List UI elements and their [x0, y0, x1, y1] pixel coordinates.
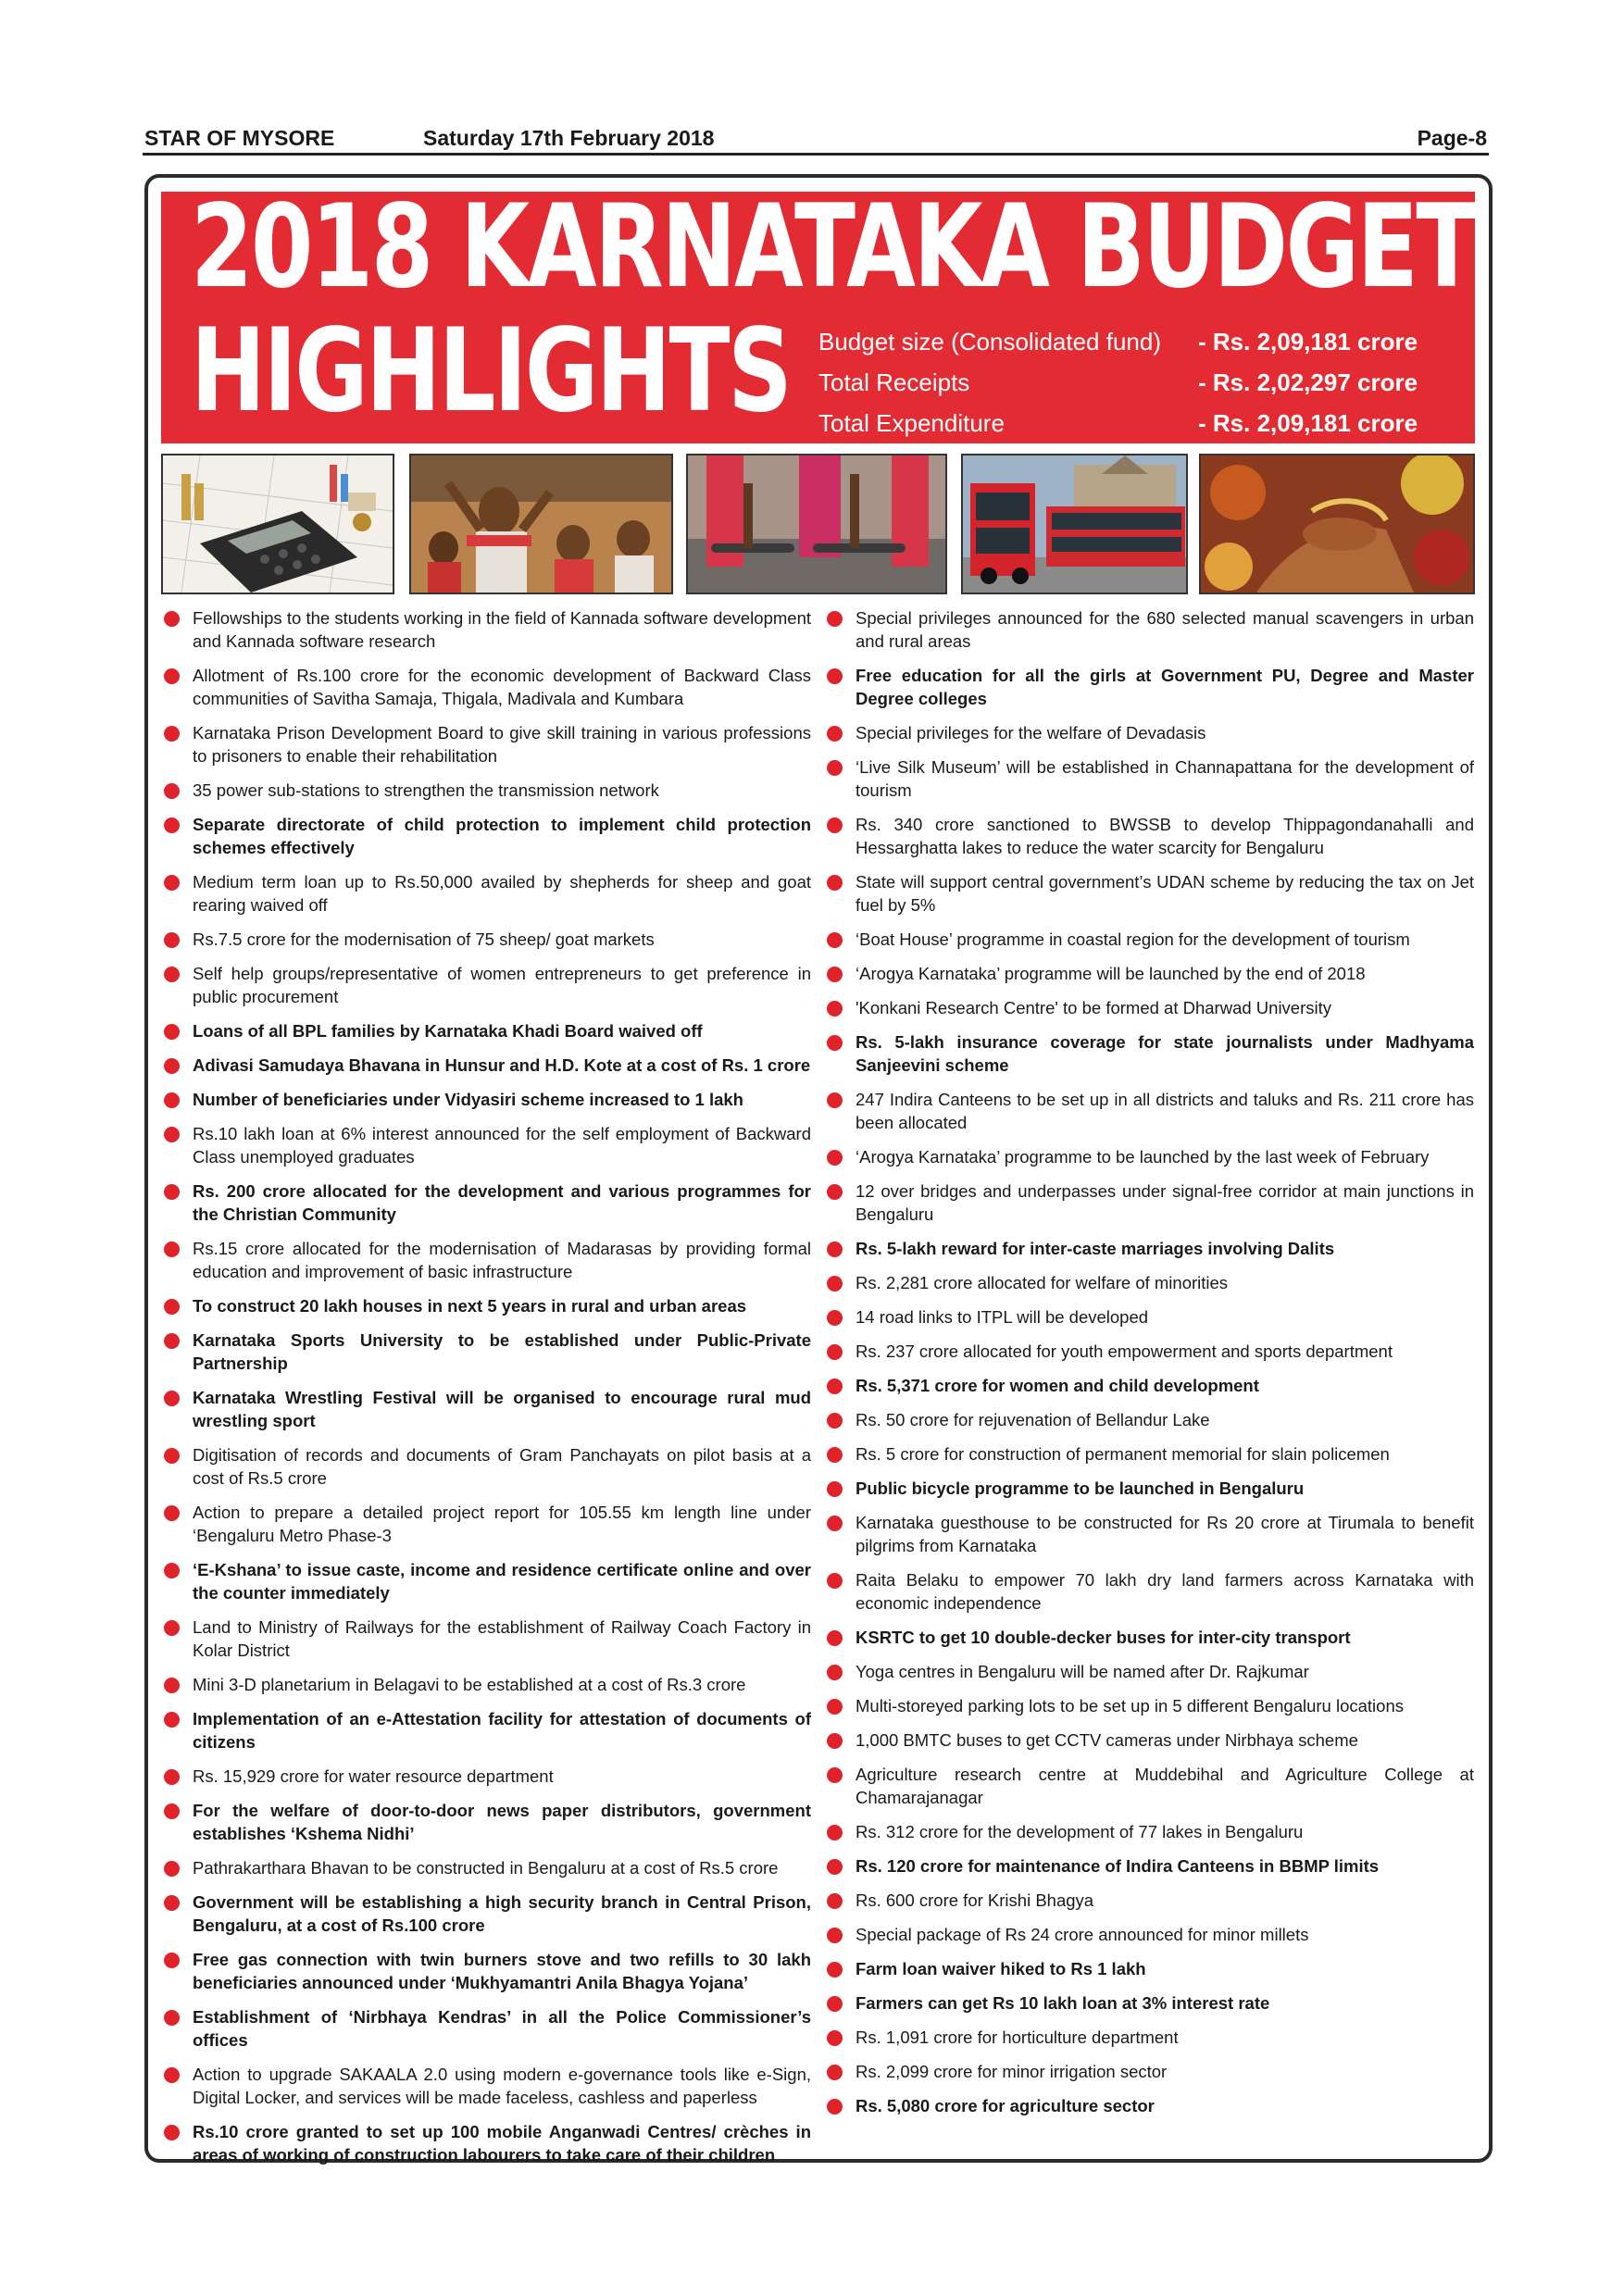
- highlight-item: [161, 1329, 811, 1375]
- highlight-item: [824, 996, 1474, 1019]
- highlight-item: [824, 1374, 1474, 1397]
- buses-photo: [961, 454, 1188, 594]
- highlight-item: [824, 2060, 1474, 2083]
- highlights-right-column: [824, 606, 1474, 2128]
- photo-strip: [161, 454, 1475, 594]
- newspaper-name: STAR OF MYSORE: [144, 126, 335, 150]
- highlight-text: Farmers can get Rs 10 lakh loan at 3% interest rate: [856, 1993, 1270, 2013]
- highlight-item: [824, 755, 1474, 802]
- bullet-icon: [827, 1928, 843, 1943]
- highlight-text: State will support central government’s UDAN scheme by reducing the tax on Jet fuel by 5%: [856, 872, 1474, 915]
- bullet-icon: [827, 1310, 843, 1326]
- bullet-icon: [827, 2030, 843, 2046]
- bullet-icon: [164, 2125, 180, 2140]
- highlight-item: [824, 1660, 1474, 1683]
- bullet-icon: [164, 726, 180, 742]
- highlight-item: [161, 721, 811, 767]
- highlight-item: [161, 1443, 811, 1490]
- bullet-icon: [827, 2099, 843, 2115]
- highlight-text: Rs.7.5 crore for the modernisation of 75 sheep/ goat markets: [193, 930, 655, 949]
- highlight-item: [161, 1237, 811, 1283]
- highlight-text: Public bicycle programme to be launched in Bengaluru: [856, 1479, 1305, 1498]
- bullet-icon: [164, 1678, 180, 1693]
- bullet-icon: [164, 1620, 180, 1636]
- highlight-item: [824, 1763, 1474, 1809]
- stat-label: Total Expenditure: [818, 409, 1005, 437]
- highlight-text: Establishment of ‘Nirbhaya Kendras’ in all the Police Commissioner’s offices: [193, 2007, 811, 2050]
- highlight-item: [161, 1616, 811, 1662]
- highlight-text: Rs. 340 crore sanctioned to BWSSB to develop Thippagondanahalli and Hessarghatta lakes to reduce the water scarcity for Bengaluru: [856, 815, 1474, 857]
- highlight-item: [824, 2094, 1474, 2117]
- bullet-icon: [827, 1242, 843, 1257]
- bullet-icon: [164, 668, 180, 684]
- bullet-icon: [827, 726, 843, 742]
- bullet-icon: [164, 1953, 180, 1968]
- highlight-item: [824, 721, 1474, 744]
- bullet-icon: [827, 932, 843, 948]
- bullet-icon: [164, 2010, 180, 2026]
- highlight-item: [161, 1386, 811, 1432]
- bullet-icon: [827, 1893, 843, 1909]
- highlight-text: Rs. 2,281 crore allocated for welfare of minorities: [856, 1273, 1229, 1292]
- highlight-item: [161, 1019, 811, 1042]
- bullet-icon: [164, 1242, 180, 1257]
- page-number: Page-8: [1417, 126, 1487, 150]
- calculator-photo: [161, 454, 394, 594]
- bullet-icon: [164, 1333, 180, 1349]
- highlight-text: 'Konkani Research Centre' to be formed at Dharwad University: [856, 998, 1331, 1017]
- highlight-item: [161, 1294, 811, 1317]
- highlight-item: [161, 1890, 811, 1937]
- highlight-text: 12 over bridges and underpasses under signal-free corridor at main junctions in Bengaluru: [856, 1181, 1474, 1224]
- highlight-item: [824, 1923, 1474, 1946]
- bullet-icon: [164, 1184, 180, 1200]
- stat-value: - Rs. 2,02,297 crore: [1198, 368, 1418, 396]
- stat-row: [818, 403, 1448, 443]
- highlight-item: [824, 1854, 1474, 1878]
- highlight-item: [824, 1477, 1474, 1500]
- headline-banner: [161, 192, 1475, 443]
- highlight-text: Special privileges for the welfare of Devadasis: [856, 723, 1206, 742]
- budget-stats: [818, 321, 1448, 443]
- highlight-text: Special package of Rs 24 crore announced for minor millets: [856, 1925, 1309, 1944]
- highlight-item: [824, 1820, 1474, 1843]
- highlight-text: Rs. 600 crore for Krishi Bhagya: [856, 1890, 1094, 1910]
- highlight-item: [161, 1054, 811, 1077]
- bullet-icon: [827, 1573, 843, 1589]
- highlight-item: [824, 1626, 1474, 1649]
- highlight-text: KSRTC to get 10 double-decker buses for inter-city transport: [856, 1628, 1351, 1647]
- bullet-icon: [164, 932, 180, 948]
- highlight-item: [161, 1088, 811, 1111]
- highlight-text: Rs. 200 crore allocated for the development and various programmes for the Christian Community: [193, 1181, 811, 1224]
- bullet-icon: [827, 1481, 843, 1497]
- highlight-text: To construct 20 lakh houses in next 5 years in rural and urban areas: [193, 1296, 747, 1316]
- headline-subtitle: HIGHLIGHTS: [191, 305, 791, 438]
- bullet-icon: [827, 1516, 843, 1531]
- bullet-icon: [827, 875, 843, 891]
- highlight-text: Action to prepare a detailed project report for 105.55 km length line under ‘Bengaluru Metro Phase-3: [193, 1503, 811, 1545]
- highlight-item: [824, 1568, 1474, 1615]
- highlight-text: Rs.10 lakh loan at 6% interest announced for the self employment of Backward Class unemployed graduates: [193, 1124, 811, 1167]
- bullet-icon: [164, 1092, 180, 1108]
- highlight-item: [824, 1991, 1474, 2015]
- highlight-text: Allotment of Rs.100 crore for the economic development of Backward Class communities of Savitha Samaja, Thigala, Madivala and Kumbara: [193, 666, 811, 708]
- bullet-icon: [827, 1630, 843, 1646]
- highlight-item: [161, 1948, 811, 1994]
- highlight-text: Karnataka guesthouse to be constructed for Rs 20 crore at Tirumala to benefit pilgrims from Karnataka: [856, 1513, 1474, 1555]
- highlight-item: [824, 2026, 1474, 2049]
- bullet-icon: [827, 1962, 843, 1978]
- highlight-item: [161, 2120, 811, 2166]
- highlight-item: [161, 1765, 811, 1788]
- highlight-text: Government will be establishing a high security branch in Central Prison, Bengaluru, at a cost of Rs.100 crore: [193, 1892, 811, 1935]
- highlight-text: Pathrakarthara Bhavan to be constructed in Bengaluru at a cost of Rs.5 crore: [193, 1858, 779, 1878]
- highlight-item: [824, 1145, 1474, 1168]
- highlight-text: For the welfare of door-to-door news paper distributors, government establishes ‘Kshema Nidhi’: [193, 1801, 811, 1843]
- highlight-item: [824, 1030, 1474, 1077]
- bullet-icon: [164, 1299, 180, 1315]
- bullet-icon: [164, 1505, 180, 1521]
- highlight-item: [824, 1511, 1474, 1557]
- students-photo: [409, 454, 673, 594]
- highlight-item: [824, 1179, 1474, 1226]
- bullet-icon: [164, 1803, 180, 1819]
- bullet-icon: [827, 1184, 843, 1200]
- highlight-text: Rs. 1,091 crore for horticulture department: [856, 2028, 1179, 2047]
- highlight-item: [824, 1957, 1474, 1980]
- highlight-text: Agriculture research centre at Muddebihal and Agriculture College at Chamarajanagar: [856, 1765, 1474, 1807]
- highlight-text: 1,000 BMTC buses to get CCTV cameras under Nirbhaya scheme: [856, 1730, 1358, 1750]
- wedding-photo: [1199, 454, 1475, 594]
- highlight-text: Karnataka Wrestling Festival will be organised to encourage rural mud wrestling sport: [193, 1388, 811, 1430]
- stat-row: [818, 362, 1448, 403]
- highlight-item: [161, 2063, 811, 2109]
- highlight-item: [161, 870, 811, 917]
- highlight-text: Digitisation of records and documents of Gram Panchayats on pilot basis at a cost of Rs.5 crore: [193, 1445, 811, 1488]
- highlight-item: [824, 1728, 1474, 1752]
- bullet-icon: [827, 1447, 843, 1463]
- highlight-text: Land to Ministry of Railways for the establishment of Railway Coach Factory in Kolar District: [193, 1617, 811, 1660]
- highlight-text: Action to upgrade SAKAALA 2.0 using modern e-governance tools like e-Sign, Digital Locker, and services will be made faceless, cashless and paperless: [193, 2065, 811, 2107]
- bullet-icon: [827, 1996, 843, 2012]
- highlight-text: Rs. 5-lakh reward for inter-caste marriages involving Dalits: [856, 1239, 1335, 1258]
- highlight-item: [824, 928, 1474, 951]
- stat-row: [818, 321, 1448, 362]
- bullet-icon: [164, 1861, 180, 1877]
- stat-value: - Rs. 2,09,181 crore: [1198, 409, 1418, 437]
- highlight-item: [161, 1799, 811, 1845]
- highlight-text: Separate directorate of child protection to implement child protection schemes effectively: [193, 815, 811, 857]
- highlight-text: Rs. 237 crore allocated for youth empowerment and sports department: [856, 1341, 1393, 1361]
- highlight-item: [161, 1856, 811, 1879]
- highlight-item: [161, 1673, 811, 1696]
- highlight-text: Self help groups/representative of women entrepreneurs to get preference in public procurement: [193, 964, 811, 1006]
- highlight-item: [161, 2005, 811, 2052]
- bullet-icon: [827, 760, 843, 776]
- stat-label: Budget size (Consolidated fund): [818, 328, 1162, 356]
- bullet-icon: [164, 1895, 180, 1911]
- highlight-item: [161, 1707, 811, 1753]
- bullet-icon: [827, 1344, 843, 1360]
- highlight-text: ‘E-Kshana’ to issue caste, income and residence certificate online and over the counter immediately: [193, 1560, 811, 1603]
- highlight-text: Rs. 5,080 crore for agriculture sector: [856, 2096, 1155, 2115]
- highlight-item: [824, 1088, 1474, 1134]
- highlight-text: Yoga centres in Bengaluru will be named after Dr. Rajkumar: [856, 1662, 1309, 1681]
- bullet-icon: [164, 1448, 180, 1464]
- highlights-left-column: [161, 606, 811, 2177]
- highlight-item: [824, 1694, 1474, 1717]
- highlight-text: Rs. 2,099 crore for minor irrigation sector: [856, 2062, 1168, 2081]
- highlight-text: Number of beneficiaries under Vidyasiri scheme increased to 1 lakh: [193, 1090, 743, 1109]
- bullet-icon: [827, 1665, 843, 1680]
- bullet-icon: [827, 1035, 843, 1051]
- bullet-icon: [827, 1001, 843, 1017]
- bullet-icon: [827, 1379, 843, 1394]
- highlight-text: ‘Arogya Karnataka’ programme will be launched by the end of 2018: [856, 964, 1366, 983]
- bullet-icon: [164, 875, 180, 891]
- bullet-icon: [827, 1699, 843, 1715]
- highlight-text: Free gas connection with twin burners stove and two refills to 30 lakh beneficiaries announced under ‘Mukhyamantri Anila Bhagya Yojana’: [193, 1950, 811, 1992]
- highlight-text: 247 Indira Canteens to be set up in all districts and taluks and Rs. 211 crore has been allocated: [856, 1090, 1474, 1132]
- highlight-text: Fellowships to the students working in the field of Kannada software development and Kannada software research: [193, 608, 811, 651]
- highlight-text: Mini 3-D planetarium in Belagavi to be established at a cost of Rs.3 crore: [193, 1675, 746, 1694]
- highlight-text: Rs. 312 crore for the development of 77 lakes in Bengaluru: [856, 1822, 1304, 1841]
- highlight-item: [824, 813, 1474, 859]
- highlight-text: Rs. 50 crore for rejuvenation of Bellandur Lake: [856, 1410, 1210, 1429]
- highlight-text: Rs.10 crore granted to set up 100 mobile Anganwadi Centres/ crèches in areas of working of construction labourers to take care of their children: [193, 2122, 811, 2165]
- highlight-item: [161, 779, 811, 802]
- bullet-icon: [827, 668, 843, 684]
- bullet-icon: [827, 1092, 843, 1108]
- bullet-icon: [827, 1825, 843, 1841]
- highlight-text: Multi-storeyed parking lots to be set up in 5 different Bengaluru locations: [856, 1696, 1404, 1716]
- highlight-item: [824, 606, 1474, 653]
- bullet-icon: [164, 1391, 180, 1406]
- issue-date: Saturday 17th February 2018: [423, 126, 715, 150]
- bullet-icon: [827, 1150, 843, 1166]
- highlight-text: Medium term loan up to Rs.50,000 availed by shepherds for sheep and goat rearing waived off: [193, 872, 811, 915]
- bullet-icon: [164, 611, 180, 627]
- stat-value: - Rs. 2,09,181 crore: [1198, 328, 1418, 356]
- bullet-icon: [164, 1712, 180, 1728]
- highlight-item: [161, 664, 811, 710]
- bullet-icon: [827, 2065, 843, 2080]
- highlight-item: [161, 813, 811, 859]
- bullet-icon: [164, 2067, 180, 2083]
- bullet-icon: [827, 967, 843, 982]
- highlight-item: [161, 1179, 811, 1226]
- highlight-text: Rs. 5,371 crore for women and child development: [856, 1376, 1259, 1395]
- highlight-item: [824, 1340, 1474, 1363]
- bullet-icon: [164, 817, 180, 833]
- masthead: [143, 122, 1489, 156]
- highlight-item: [824, 1889, 1474, 1912]
- highlight-text: 35 power sub-stations to strengthen the transmission network: [193, 780, 659, 800]
- highlight-item: [161, 1122, 811, 1168]
- bullet-icon: [827, 1413, 843, 1429]
- highlight-text: Loans of all BPL families by Karnataka Khadi Board waived off: [193, 1021, 703, 1041]
- bullet-icon: [827, 1733, 843, 1749]
- highlight-text: ‘Arogya Karnataka’ programme to be launched by the last week of February: [856, 1147, 1430, 1167]
- bullet-icon: [164, 783, 180, 799]
- highlight-item: [161, 1558, 811, 1604]
- highlight-text: Farm loan waiver hiked to Rs 1 lakh: [856, 1959, 1146, 1978]
- highlight-item: [824, 870, 1474, 917]
- highlight-item: [824, 1442, 1474, 1466]
- bullet-icon: [827, 817, 843, 833]
- bullet-icon: [164, 1563, 180, 1578]
- bullet-icon: [827, 611, 843, 627]
- highlight-text: Raita Belaku to empower 70 lakh dry land farmers across Karnataka with economic independence: [856, 1570, 1474, 1613]
- highlight-item: [824, 1237, 1474, 1260]
- highlight-item: [824, 962, 1474, 985]
- highlight-item: [161, 606, 811, 653]
- highlight-item: [824, 1305, 1474, 1329]
- bullet-icon: [827, 1767, 843, 1783]
- highlight-text: ‘Live Silk Museum’ will be established in Channapattana for the development of tourism: [856, 757, 1474, 800]
- highlight-text: Rs. 5-lakh insurance coverage for state journalists under Madhyama Sanjeevini scheme: [856, 1032, 1474, 1075]
- highlight-text: Rs. 120 crore for maintenance of Indira Canteens in BBMP limits: [856, 1856, 1380, 1876]
- bullet-icon: [164, 1769, 180, 1785]
- bullet-icon: [827, 1859, 843, 1875]
- highlight-text: Special privileges announced for the 680 selected manual scavengers in urban and rural areas: [856, 608, 1474, 651]
- bullet-icon: [164, 1127, 180, 1142]
- highlight-item: [824, 1408, 1474, 1431]
- highlight-text: Rs.15 crore allocated for the modernisation of Madarasas by providing formal education and improvement of basic infrastructure: [193, 1239, 811, 1281]
- highlight-text: Rs. 15,929 crore for water resource department: [193, 1766, 554, 1786]
- exercise-photo: [686, 454, 947, 594]
- highlight-text: Free education for all the girls at Government PU, Degree and Master Degree colleges: [856, 666, 1474, 708]
- highlight-item: [824, 1271, 1474, 1294]
- bullet-icon: [827, 1276, 843, 1292]
- highlight-item: [161, 1501, 811, 1547]
- bullet-icon: [164, 967, 180, 982]
- headline-title: 2018 KARNATAKA BUDGET: [191, 192, 1475, 314]
- highlight-item: [161, 928, 811, 951]
- highlight-text: Karnataka Prison Development Board to give skill training in various professions to prisoners to enable their rehabilitation: [193, 723, 811, 766]
- highlight-text: Adivasi Samudaya Bhavana in Hunsur and H.D. Kote at a cost of Rs. 1 crore: [193, 1055, 811, 1075]
- bullet-icon: [164, 1024, 180, 1040]
- bullet-icon: [164, 1058, 180, 1074]
- highlight-text: 14 road links to ITPL will be developed: [856, 1307, 1149, 1327]
- highlight-text: ‘Boat House’ programme in coastal region for the development of tourism: [856, 930, 1410, 949]
- stat-label: Total Receipts: [818, 368, 970, 396]
- highlight-item: [161, 962, 811, 1008]
- highlight-item: [824, 664, 1474, 710]
- highlight-text: Implementation of an e-Attestation facility for attestation of documents of citizens: [193, 1709, 811, 1752]
- highlight-text: Rs. 5 crore for construction of permanent memorial for slain policemen: [856, 1444, 1390, 1464]
- highlight-text: Karnataka Sports University to be established under Public-Private Partnership: [193, 1330, 811, 1373]
